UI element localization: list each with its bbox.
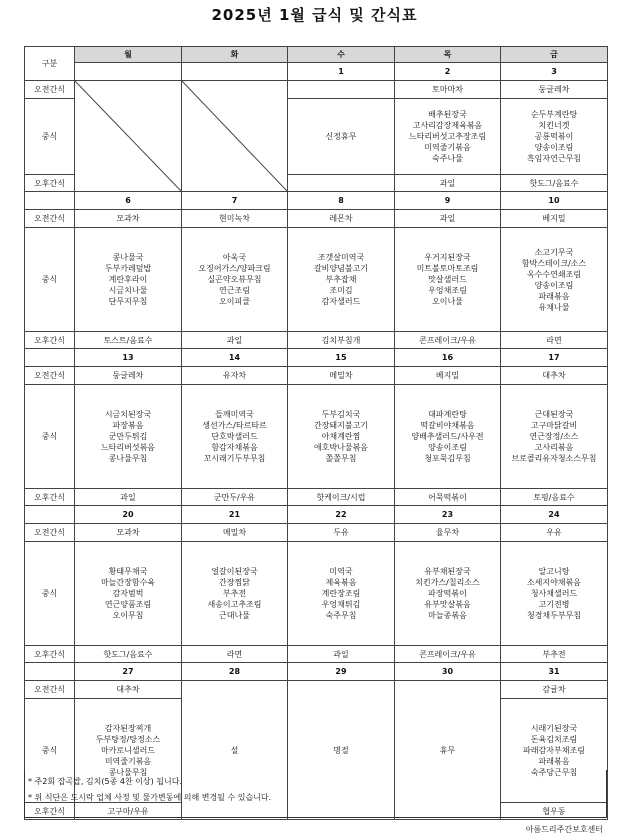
date-cell: 8 bbox=[288, 192, 395, 210]
lunch-item: 콩나물무침 bbox=[108, 454, 148, 463]
lunch-item: 떡갈비야채볶음 bbox=[420, 421, 475, 430]
lunch-item: 소고기무국 bbox=[534, 247, 574, 257]
date-cell: 3 bbox=[501, 63, 608, 81]
day-header: 화 bbox=[182, 47, 288, 63]
lunch-item: 우엉채조림 bbox=[428, 286, 467, 295]
lunch-item: 실곤약오뷰무침 bbox=[207, 275, 262, 284]
lunch-row bbox=[25, 385, 608, 489]
pm-snack-cell bbox=[288, 175, 395, 192]
am-snack-cell: 우유 bbox=[501, 524, 608, 542]
lunch-item: 꼬시래기두부무침 bbox=[203, 454, 266, 463]
lunch-item: 오이나물 bbox=[432, 297, 463, 306]
lunch-label: 중식 bbox=[25, 542, 75, 646]
lunch-item: 고기전병 bbox=[538, 600, 570, 609]
lunch-item: 생선가스/타르타르 bbox=[202, 421, 267, 430]
lunch-item: 얼갈이된장국 bbox=[211, 567, 258, 576]
pm-snack-cell: 과일 bbox=[75, 489, 182, 506]
pm-snack-cell: 토스트/음료수 bbox=[75, 332, 182, 349]
am-snack-cell: 현미녹차 bbox=[182, 210, 288, 228]
note-2: * 위 식단은 도시락 업체 사정 및 물가변동에 의해 변경될 수 있습니다. bbox=[28, 793, 272, 802]
lunch-item: 옥수수연쇄조림 bbox=[526, 269, 582, 279]
lunch-item: 양송이조림 bbox=[534, 143, 574, 152]
lunch-label: 중식 bbox=[25, 385, 75, 489]
lunch-item: 감자범벅 bbox=[112, 589, 144, 598]
day-header: 목 bbox=[395, 47, 501, 63]
am-snack-cell: 대추차 bbox=[75, 681, 182, 699]
lunch-item: 숙주나물 bbox=[432, 154, 463, 163]
lunch-item: 두부카레덮밥 bbox=[104, 264, 152, 273]
date-cell: 31 bbox=[501, 663, 608, 681]
am-snack-cell: 둥글레차 bbox=[501, 81, 608, 99]
date-row bbox=[25, 349, 608, 367]
lunch-item: 유부채된장국 bbox=[424, 567, 471, 576]
lunch-item: 콩나물무침 bbox=[108, 768, 148, 777]
pm-snack-label: 오후간식 bbox=[25, 646, 75, 663]
lunch-item: 숙주무침 bbox=[325, 611, 357, 620]
pm-snack-cell: 군만두/우유 bbox=[182, 489, 288, 506]
date-row-spacer bbox=[25, 192, 75, 210]
date-cell: 22 bbox=[288, 506, 395, 524]
lunch-item: 흑임자연근무침 bbox=[526, 154, 582, 163]
lunch-item: 마카로니샐러드 bbox=[100, 746, 156, 755]
lunch-item: 들깨미역국 bbox=[215, 410, 254, 419]
date-cell bbox=[182, 63, 288, 81]
lunch-item: 맛살샐러드 bbox=[428, 275, 467, 284]
lunch-item: 양송이조림 bbox=[534, 280, 574, 290]
lunch-cell bbox=[75, 228, 182, 332]
lunch-item: 느타리버섯고추장조림 bbox=[408, 132, 487, 141]
pm-snack-cell: 콘프레이크/우유 bbox=[395, 332, 501, 349]
am-snack-cell: 유자차 bbox=[182, 367, 288, 385]
day-header: 월 bbox=[75, 47, 182, 63]
pm-snack-label: 오후간식 bbox=[25, 175, 75, 192]
lunch-item: 연근양품조림 bbox=[104, 600, 152, 609]
lunch-item: 오징어가스/양파크림 bbox=[198, 264, 271, 273]
pm-snack-cell: 라면 bbox=[501, 332, 608, 349]
am-snack-cell bbox=[288, 81, 395, 99]
pm-snack-row bbox=[25, 332, 608, 349]
date-cell: 23 bbox=[395, 506, 501, 524]
am-snack-row bbox=[25, 81, 608, 99]
day-header-row bbox=[25, 47, 608, 63]
lunch-label: 중식 bbox=[25, 228, 75, 332]
lunch-item: 아욱국 bbox=[222, 253, 247, 262]
lunch-item: 우거지된장국 bbox=[424, 253, 471, 262]
holiday-cell: 휴무 bbox=[395, 681, 501, 820]
lunch-item: 새송이고추조림 bbox=[207, 600, 262, 609]
date-cell: 1 bbox=[288, 63, 395, 81]
lunch-item: 부추잡채 bbox=[325, 275, 357, 284]
lunch-item: 청경채두부무침 bbox=[526, 611, 582, 620]
lunch-cell bbox=[288, 385, 395, 489]
am-snack-cell: 모과차 bbox=[75, 524, 182, 542]
lunch-item: 조갯살미역국 bbox=[317, 253, 365, 262]
lunch-cell bbox=[395, 385, 501, 489]
day-header: 금 bbox=[501, 47, 608, 63]
lunch-item: 함박스테이크/소스 bbox=[521, 258, 587, 268]
lunch-item: 유채나물 bbox=[538, 302, 570, 312]
empty-cell bbox=[182, 81, 288, 192]
date-row bbox=[25, 192, 608, 210]
pm-snack-cell: 협우동 bbox=[501, 803, 608, 820]
pm-snack-cell: 과일 bbox=[182, 332, 288, 349]
pm-snack-cell: 고구마/우유 bbox=[75, 803, 182, 820]
lunch-cell bbox=[182, 228, 288, 332]
pm-snack-cell: 라면 bbox=[182, 646, 288, 663]
am-snack-cell: 레몬차 bbox=[288, 210, 395, 228]
lunch-item: 오이무침 bbox=[112, 611, 144, 620]
lunch-item: 근대된장국 bbox=[534, 410, 574, 419]
lunch-item: 간장찜닭 bbox=[219, 578, 250, 587]
lunch-cell bbox=[182, 385, 288, 489]
lunch-item: 치킨너겟 bbox=[538, 121, 570, 130]
lunch-item: 미역줄기볶음 bbox=[104, 757, 152, 766]
category-label: 구분 bbox=[25, 47, 75, 81]
pm-snack-label: 오후간식 bbox=[25, 489, 75, 506]
lunch-item: 시금치된장국 bbox=[104, 410, 152, 419]
date-row bbox=[25, 63, 608, 81]
date-row-spacer bbox=[25, 349, 75, 367]
am-snack-cell: 베지밀 bbox=[501, 210, 608, 228]
date-cell: 20 bbox=[75, 506, 182, 524]
am-snack-cell: 둥글레차 bbox=[75, 367, 182, 385]
lunch-item: 애호박나물볶음 bbox=[313, 443, 369, 452]
lunch-cell bbox=[501, 542, 608, 646]
lunch-item: 콩나물국 bbox=[112, 253, 144, 262]
pm-snack-cell: 과일 bbox=[395, 175, 501, 192]
am-snack-cell: 과일 bbox=[395, 210, 501, 228]
page-title: 2025년 1월 급식 및 간식표 bbox=[211, 6, 418, 24]
lunch-item: 간장돼지불고기 bbox=[313, 421, 369, 430]
lunch-label: 중식 bbox=[25, 699, 75, 803]
lunch-cell bbox=[288, 228, 395, 332]
lunch-item: 단무지무침 bbox=[108, 297, 148, 306]
lunch-item: 치킨가스/칠리소스 bbox=[415, 578, 480, 587]
am-snack-cell: 모과차 bbox=[75, 210, 182, 228]
lunch-item: 느타리버섯볶음 bbox=[100, 443, 156, 452]
pm-snack-label: 오후간식 bbox=[25, 332, 75, 349]
pm-snack-cell: 김치부침개 bbox=[288, 332, 395, 349]
date-cell: 2 bbox=[395, 63, 501, 81]
lunch-item: 미트볼토마토조림 bbox=[416, 264, 479, 273]
am-snack-label: 오전간식 bbox=[25, 524, 75, 542]
lunch-item: 아채계란찜 bbox=[321, 432, 361, 441]
lunch-cell bbox=[395, 542, 501, 646]
date-cell: 16 bbox=[395, 349, 501, 367]
date-cell: 9 bbox=[395, 192, 501, 210]
lunch-item: 파장떡볶이 bbox=[428, 589, 467, 598]
lunch-item: 연근장정/소스 bbox=[529, 432, 579, 441]
lunch-item: 황태무채국 bbox=[108, 567, 148, 576]
lunch-item: 고구마닭갈비 bbox=[530, 421, 578, 430]
lunch-cell bbox=[288, 542, 395, 646]
lunch-item: 두부탕정/탕정소스 bbox=[95, 735, 161, 744]
date-cell: 14 bbox=[182, 349, 288, 367]
lunch-cell bbox=[75, 385, 182, 489]
date-cell: 21 bbox=[182, 506, 288, 524]
date-cell bbox=[75, 63, 182, 81]
lunch-item: 양배추샐러드/사우전 bbox=[411, 432, 484, 441]
date-row-spacer bbox=[25, 663, 75, 681]
lunch-item: 계란후라이 bbox=[108, 275, 148, 284]
date-row bbox=[25, 663, 608, 681]
lunch-item: 파래감자부채조림 bbox=[523, 746, 585, 755]
date-cell: 7 bbox=[182, 192, 288, 210]
lunch-cell bbox=[395, 99, 501, 175]
lunch-item: 고사리볶음 bbox=[534, 443, 574, 452]
lunch-cell bbox=[75, 542, 182, 646]
pm-snack-row bbox=[25, 489, 608, 506]
lunch-item: 브로콜리유자청소스무침 bbox=[511, 454, 597, 463]
lunch-item: 마늘종볶음 bbox=[428, 611, 467, 620]
am-snack-label: 오전간식 bbox=[25, 681, 75, 699]
date-cell: 30 bbox=[395, 663, 501, 681]
holiday-cell: 설 bbox=[182, 681, 288, 820]
lunch-item: 양송이조림 bbox=[428, 443, 467, 452]
lunch-item: 계란장조림 bbox=[321, 589, 361, 598]
am-snack-row bbox=[25, 681, 608, 699]
pm-snack-cell: 어묵떡볶이 bbox=[395, 489, 501, 506]
date-cell: 17 bbox=[501, 349, 608, 367]
pm-snack-cell: 핫도그/음료수 bbox=[75, 646, 182, 663]
lunch-item: 마늘간장함수육 bbox=[100, 578, 156, 587]
lunch-item: 연근조림 bbox=[219, 286, 250, 295]
am-snack-cell: 메밀차 bbox=[182, 524, 288, 542]
lunch-item: 함감자채볶음 bbox=[211, 443, 258, 452]
lunch-item: 근대나물 bbox=[219, 611, 250, 620]
lunch-item: 오이피클 bbox=[219, 297, 250, 306]
date-cell: 27 bbox=[75, 663, 182, 681]
date-cell: 28 bbox=[182, 663, 288, 681]
lunch-item: 고사리감장제육볶음 bbox=[412, 121, 483, 130]
lunch-item: 배추된장국 bbox=[428, 110, 467, 119]
pm-snack-cell: 토핑/음료수 bbox=[501, 489, 608, 506]
lunch-item: 단호박샐러드 bbox=[211, 432, 258, 441]
lunch-item: 알고니탕 bbox=[538, 567, 570, 576]
am-snack-row bbox=[25, 210, 608, 228]
am-snack-cell: 감귤차 bbox=[501, 681, 608, 699]
date-row bbox=[25, 506, 608, 524]
day-header: 수 bbox=[288, 47, 395, 63]
lunch-label: 중식 bbox=[25, 99, 75, 175]
lunch-item: 숙주당근무침 bbox=[530, 768, 578, 777]
lunch-item: 부추전 bbox=[222, 589, 247, 598]
date-cell: 6 bbox=[75, 192, 182, 210]
lunch-item: 청사채샐러드 bbox=[530, 589, 578, 598]
lunch-item: 신정휴무 bbox=[325, 132, 357, 141]
lunch-item: 소세지야채볶음 bbox=[526, 578, 582, 587]
lunch-item: 파래볶음 bbox=[538, 757, 570, 766]
lunch-item: 군만두튀김 bbox=[108, 432, 148, 441]
date-cell: 13 bbox=[75, 349, 182, 367]
lunch-cell bbox=[288, 99, 395, 175]
pm-snack-cell: 과일 bbox=[288, 646, 395, 663]
organization-name: 아름드리주간보호센터 bbox=[525, 825, 603, 834]
date-cell: 15 bbox=[288, 349, 395, 367]
lunch-item: 공룡떡볶이 bbox=[534, 132, 574, 141]
am-snack-label: 오전간식 bbox=[25, 210, 75, 228]
am-snack-cell: 율무차 bbox=[395, 524, 501, 542]
am-snack-row bbox=[25, 524, 608, 542]
note-1: * 주2회 잡곡밥, 김치(5종 4찬 이상) 됩니다. bbox=[28, 777, 183, 786]
pm-snack-cell: 핫도그/음료수 bbox=[501, 175, 608, 192]
am-snack-label: 오전간식 bbox=[25, 81, 75, 99]
pm-snack-cell: 콘프레이크/우유 bbox=[395, 646, 501, 663]
meal-table bbox=[24, 46, 608, 820]
lunch-item: 대파계란탕 bbox=[428, 410, 467, 419]
lunch-item: 감자샐러드 bbox=[321, 297, 361, 306]
date-cell: 10 bbox=[501, 192, 608, 210]
lunch-item: 두부김치국 bbox=[321, 410, 361, 419]
lunch-item: 시래기된장국 bbox=[530, 724, 578, 733]
lunch-item: 청포묵김무침 bbox=[424, 454, 471, 463]
pm-snack-cell: 핫케이크/시럽 bbox=[288, 489, 395, 506]
date-cell: 24 bbox=[501, 506, 608, 524]
am-snack-row bbox=[25, 367, 608, 385]
lunch-item: 쫄쫄무침 bbox=[325, 454, 357, 463]
am-snack-cell: 대추차 bbox=[501, 367, 608, 385]
lunch-cell bbox=[395, 228, 501, 332]
lunch-item: 제육볶음 bbox=[325, 578, 357, 587]
holiday-cell: 명절 bbox=[288, 681, 395, 820]
lunch-item: 순두부계란탕 bbox=[530, 110, 578, 119]
lunch-item: 조미김 bbox=[329, 286, 353, 295]
date-cell: 29 bbox=[288, 663, 395, 681]
lunch-item: 돈육김치조림 bbox=[530, 735, 578, 744]
am-snack-cell: 베지밀 bbox=[395, 367, 501, 385]
lunch-item: 유부맛살볶음 bbox=[424, 600, 471, 609]
pm-snack-row bbox=[25, 646, 608, 663]
am-snack-cell: 메밀차 bbox=[288, 367, 395, 385]
lunch-item: 미역국 bbox=[329, 567, 353, 576]
lunch-item: 시금치나물 bbox=[108, 286, 148, 295]
lunch-row bbox=[25, 542, 608, 646]
am-snack-label: 오전간식 bbox=[25, 367, 75, 385]
lunch-cell bbox=[182, 542, 288, 646]
notes bbox=[28, 774, 603, 806]
lunch-item: 우엉채튀김 bbox=[321, 600, 361, 609]
lunch-cell bbox=[501, 385, 608, 489]
lunch-row bbox=[25, 228, 608, 332]
lunch-item: 감자된장찌개 bbox=[104, 724, 152, 733]
lunch-item: 파래볶음 bbox=[538, 291, 570, 301]
lunch-cell bbox=[501, 99, 608, 175]
lunch-item: 갈비양념불고기 bbox=[313, 264, 369, 273]
am-snack-cell: 두유 bbox=[288, 524, 395, 542]
lunch-cell bbox=[501, 228, 608, 332]
pm-snack-label: 오후간식 bbox=[25, 803, 75, 820]
pm-snack-cell: 부추전 bbox=[501, 646, 608, 663]
date-row-spacer bbox=[25, 506, 75, 524]
lunch-item: 파장볶음 bbox=[112, 421, 144, 430]
empty-cell bbox=[75, 81, 182, 192]
lunch-item: 미역줄기볶음 bbox=[424, 143, 471, 152]
am-snack-cell: 토마마차 bbox=[395, 81, 501, 99]
